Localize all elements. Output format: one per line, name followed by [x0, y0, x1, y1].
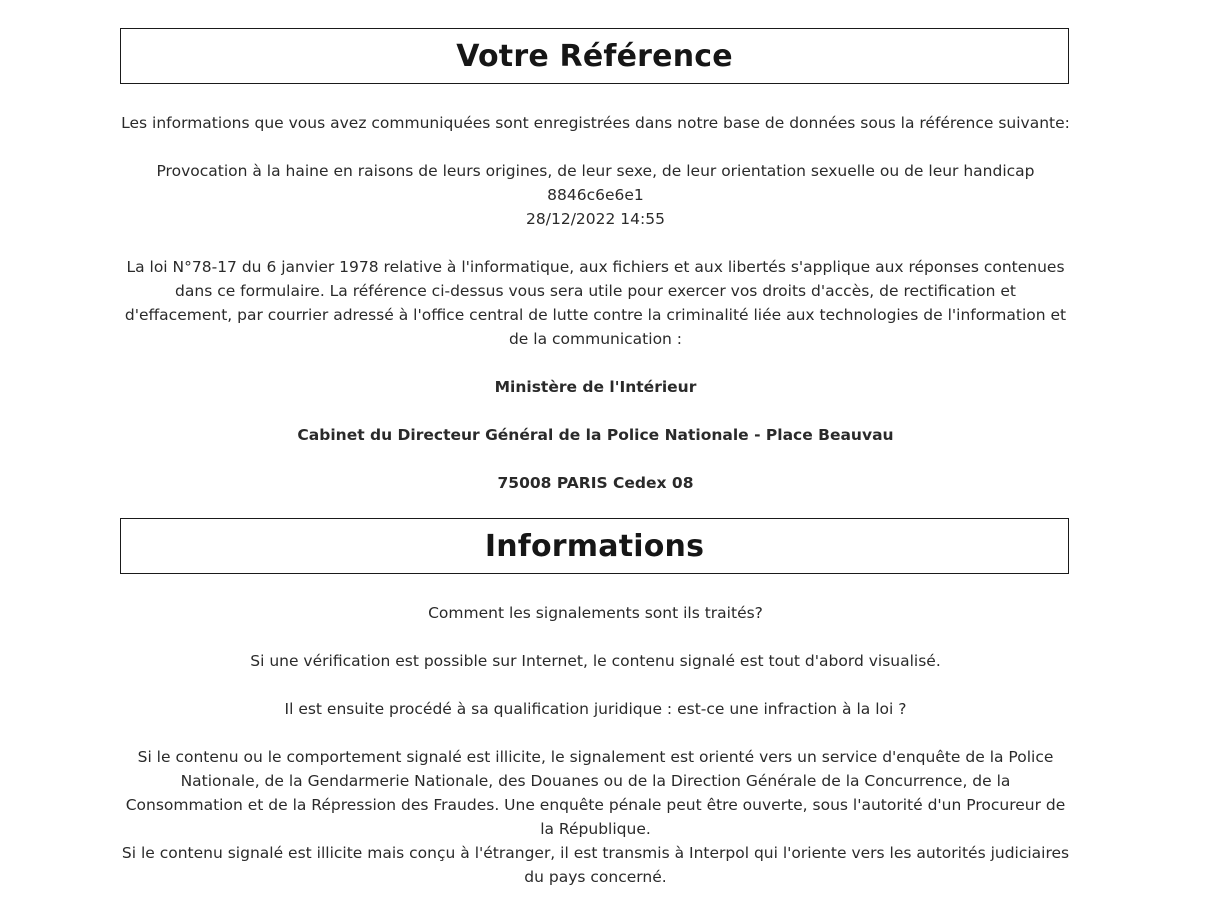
reference-details	[120, 159, 1071, 231]
info-step-2: Il est ensuite procédé à sa qualification juridique : est-ce une infraction à la loi ?	[284, 700, 907, 718]
info-step-1-block	[120, 649, 1071, 673]
reference-title-box	[120, 28, 1069, 84]
reference-intro-block	[120, 111, 1071, 135]
information-title-box	[120, 518, 1069, 574]
reference-intro: Les informations que vous avez communiquées sont enregistrées dans notre base de données sous la référence suivante:	[121, 114, 1070, 132]
reference-code: 8846c6e6e1	[547, 186, 644, 204]
info-step-1: Si une vérification est possible sur Internet, le contenu signalé est tout d'abord visualisé.	[250, 652, 941, 670]
address-cabinet: Cabinet du Directeur Général de la Police Nationale - Place Beauvau	[297, 426, 894, 444]
info-question-block	[120, 601, 1071, 625]
reference-title: Votre Référence	[456, 38, 733, 74]
info-step-4-block	[120, 841, 1071, 889]
address-city-block	[120, 471, 1071, 495]
reference-category: Provocation à la haine en raisons de leurs origines, de leur sexe, de leur orientation sexuelle ou de leur handicap	[156, 162, 1035, 180]
address-ministry-block	[120, 375, 1071, 399]
address-city: 75008 PARIS Cedex 08	[497, 474, 694, 492]
legal-notice-block	[120, 255, 1071, 351]
legal-notice: La loi N°78-17 du 6 janvier 1978 relative à l'informatique, aux fichiers et aux libertés s'applique aux réponses contenues dans ce formulaire. La référence ci-dessus vous sera utile pour exercer vos droits d'accès, de rectification et d'effacement, par courrier adressé à l'office central de lutte contre la criminalité liée aux technologies de l'information et de la communication :	[124, 258, 1067, 348]
info-step-3-block	[120, 745, 1071, 841]
address-ministry: Ministère de l'Intérieur	[494, 378, 697, 396]
info-step-3: Si le contenu ou le comportement signalé est illicite, le signalement est orienté vers un service d'enquête de la Police Nationale, de la Gendarmerie Nationale, des Douanes ou de la Direction Générale de la Concurrence, de la Consommation et de la Répression des Fraudes. Une enquête pénale peut être ouverte, sous l'autorité d'un Procureur de la République.	[125, 748, 1066, 838]
address-cabinet-block	[120, 423, 1071, 447]
reference-datetime: 28/12/2022 14:55	[526, 210, 665, 228]
info-step-2-block	[120, 697, 1071, 721]
info-step-4: Si le contenu signalé est illicite mais conçu à l'étranger, il est transmis à Interpol qui l'oriente vers les autorités judiciaires du pays concerné.	[121, 844, 1070, 886]
info-question: Comment les signalements sont ils traités?	[428, 604, 763, 622]
information-title: Informations	[484, 528, 705, 564]
